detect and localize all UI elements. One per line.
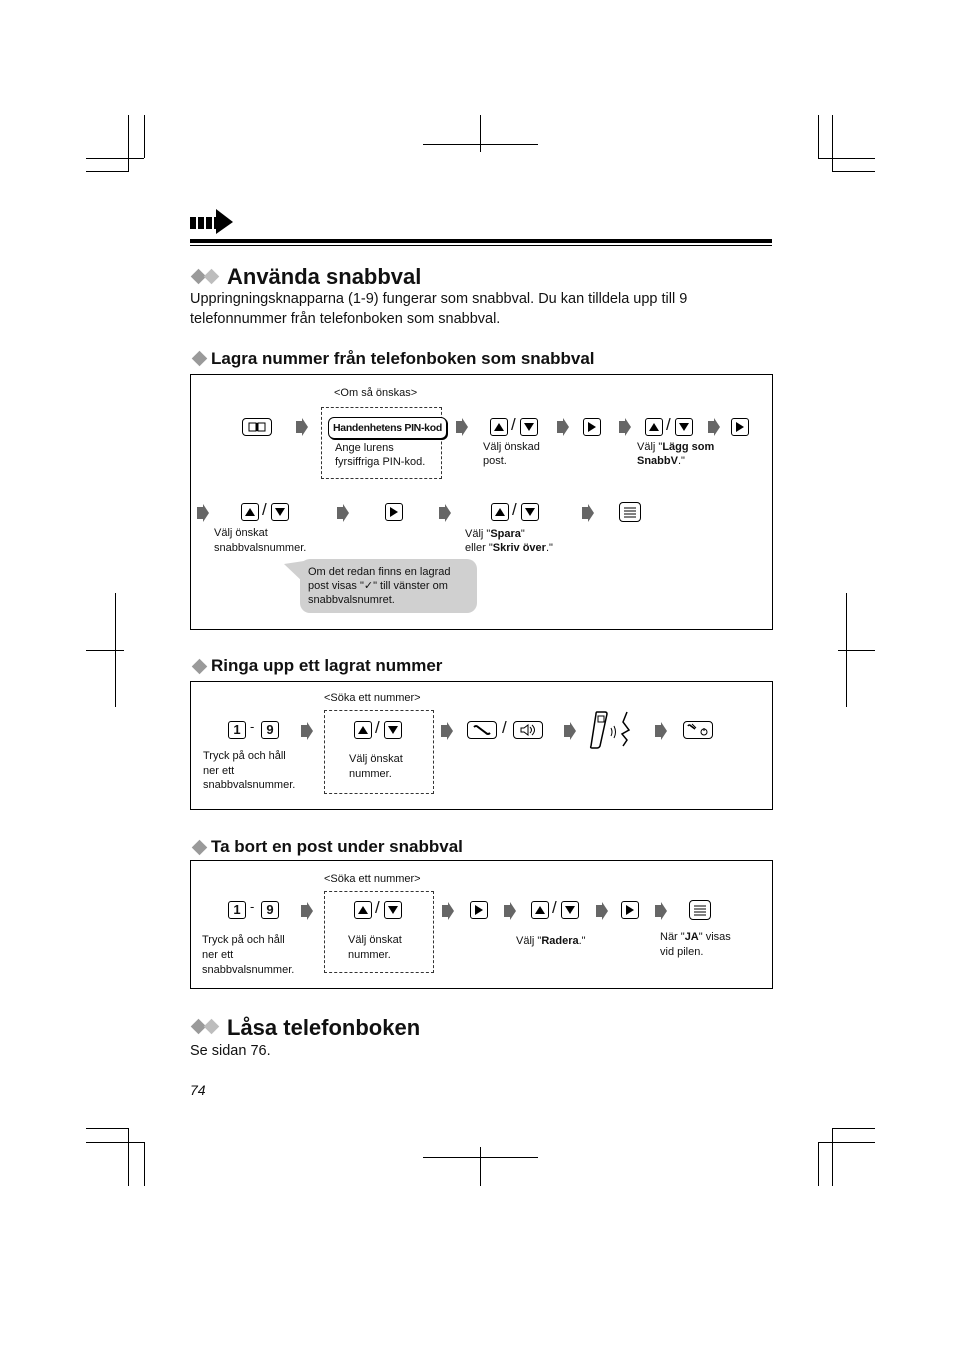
step-arrow-icon [619, 418, 631, 436]
note-bubble: Om det redan finns en lagrad post visas "✓" till vänster om snabbvalsnumret. [300, 559, 477, 613]
diamond-icon [204, 1019, 220, 1035]
menu-icon[interactable] [619, 502, 641, 522]
navigator-right-icon[interactable] [621, 901, 639, 919]
key-9[interactable]: 9 [261, 721, 279, 739]
navigator-right-icon[interactable] [583, 418, 601, 436]
step-arrow-icon [439, 504, 451, 522]
phonebook-icon[interactable] [242, 418, 272, 436]
section-call-heading: Ringa upp ett lagrat nummer [211, 656, 443, 675]
step-arrow-icon [557, 418, 569, 436]
step-arrow-icon [301, 722, 313, 740]
navigator-down-icon[interactable] [384, 901, 402, 919]
navigator-up-icon[interactable] [354, 901, 372, 919]
step-arrow-icon [441, 722, 453, 740]
section-store-box [190, 374, 773, 630]
menu-icon[interactable] [689, 900, 711, 920]
step-arrow-icon [296, 418, 308, 436]
step-arrow-icon [655, 722, 667, 740]
pin-caption-1: Ange lurens [335, 442, 394, 454]
header-rule-thin [190, 245, 772, 246]
select-post-2: post. [483, 455, 507, 467]
yes-caption-1: När "JA" visas [660, 931, 731, 943]
step-arrow-icon [582, 504, 594, 522]
header-rule [190, 239, 772, 243]
handset-talking-icon [589, 710, 635, 750]
intro-text: Uppringningsknapparna (1-9) fungerar som snabbval. Du kan tilldela upp till 9 telefonnummer från telefonboken som snabbval. [190, 291, 688, 327]
step-arrow-icon [337, 504, 349, 522]
pin-code-key[interactable]: Handenhetens PIN-kod [328, 417, 447, 439]
diamond-icon [192, 351, 208, 367]
off-hook-power-icon[interactable] [683, 721, 713, 739]
key-9[interactable]: 9 [261, 901, 279, 919]
search-label: <Söka ett nummer> [324, 873, 421, 885]
step-arrow-icon [564, 722, 576, 740]
yes-caption-2: vid pilen. [660, 946, 704, 958]
step-arrow-icon [301, 902, 313, 920]
pin-caption-2: fyrsiffriga PIN-kod. [335, 456, 426, 468]
search-label: <Söka ett nummer> [324, 692, 421, 704]
navigator-up-icon[interactable] [490, 418, 508, 436]
navigator-down-icon[interactable] [271, 503, 289, 521]
navigator-down-icon[interactable] [384, 721, 402, 739]
key-1[interactable]: 1 [228, 721, 246, 739]
select-number-2: snabbvalsnummer. [214, 542, 307, 554]
select-number-1: Välj önskat [214, 527, 268, 539]
add-speed-dial-caption: Välj "Lägg som SnabbV." [637, 441, 715, 467]
navigator-up-icon[interactable] [645, 418, 663, 436]
navigator-down-icon[interactable] [521, 503, 539, 521]
page-number: 74 [190, 1082, 206, 1098]
navigator-down-icon[interactable] [675, 418, 693, 436]
key-1[interactable]: 1 [228, 901, 246, 919]
diamond-icon [204, 269, 220, 285]
step-arrow-icon [442, 902, 454, 920]
navigator-up-icon[interactable] [531, 901, 549, 919]
navigator-right-icon[interactable] [385, 503, 403, 521]
navigator-right-icon[interactable] [470, 901, 488, 919]
diamond-icon [192, 840, 208, 856]
save-caption-2: eller "Skriv över." [465, 542, 553, 554]
triple-bar-arrow-icon [190, 208, 234, 234]
talk-icon[interactable] [467, 721, 497, 739]
navigator-up-icon[interactable] [354, 721, 372, 739]
page-title: Använda snabbval [227, 264, 422, 289]
lock-phonebook-title: Låsa telefonboken [227, 1015, 421, 1040]
navigator-down-icon[interactable] [520, 418, 538, 436]
delete-caption: Välj "Radera." [516, 935, 586, 947]
step-arrow-icon [596, 902, 608, 920]
step-arrow-icon [197, 504, 209, 522]
navigator-up-icon[interactable] [491, 503, 509, 521]
section-store-heading: Lagra nummer från telefonboken som snabbval [211, 349, 595, 368]
navigator-down-icon[interactable] [561, 901, 579, 919]
step-arrow-icon [655, 902, 667, 920]
save-caption-1: Välj "Spara" [465, 528, 525, 540]
speaker-icon[interactable] [513, 721, 543, 739]
select-post-1: Välj önskad [483, 441, 540, 453]
step-arrow-icon [708, 418, 720, 436]
navigator-right-icon[interactable] [731, 418, 749, 436]
diamond-icon [192, 659, 208, 675]
optional-label: <Om så önskas> [334, 387, 418, 399]
step-arrow-icon [456, 418, 468, 436]
lock-phonebook-text: Se sidan 76. [190, 1043, 271, 1059]
step-arrow-icon [504, 902, 516, 920]
section-delete-heading: Ta bort en post under snabbval [211, 837, 463, 856]
navigator-up-icon[interactable] [241, 503, 259, 521]
